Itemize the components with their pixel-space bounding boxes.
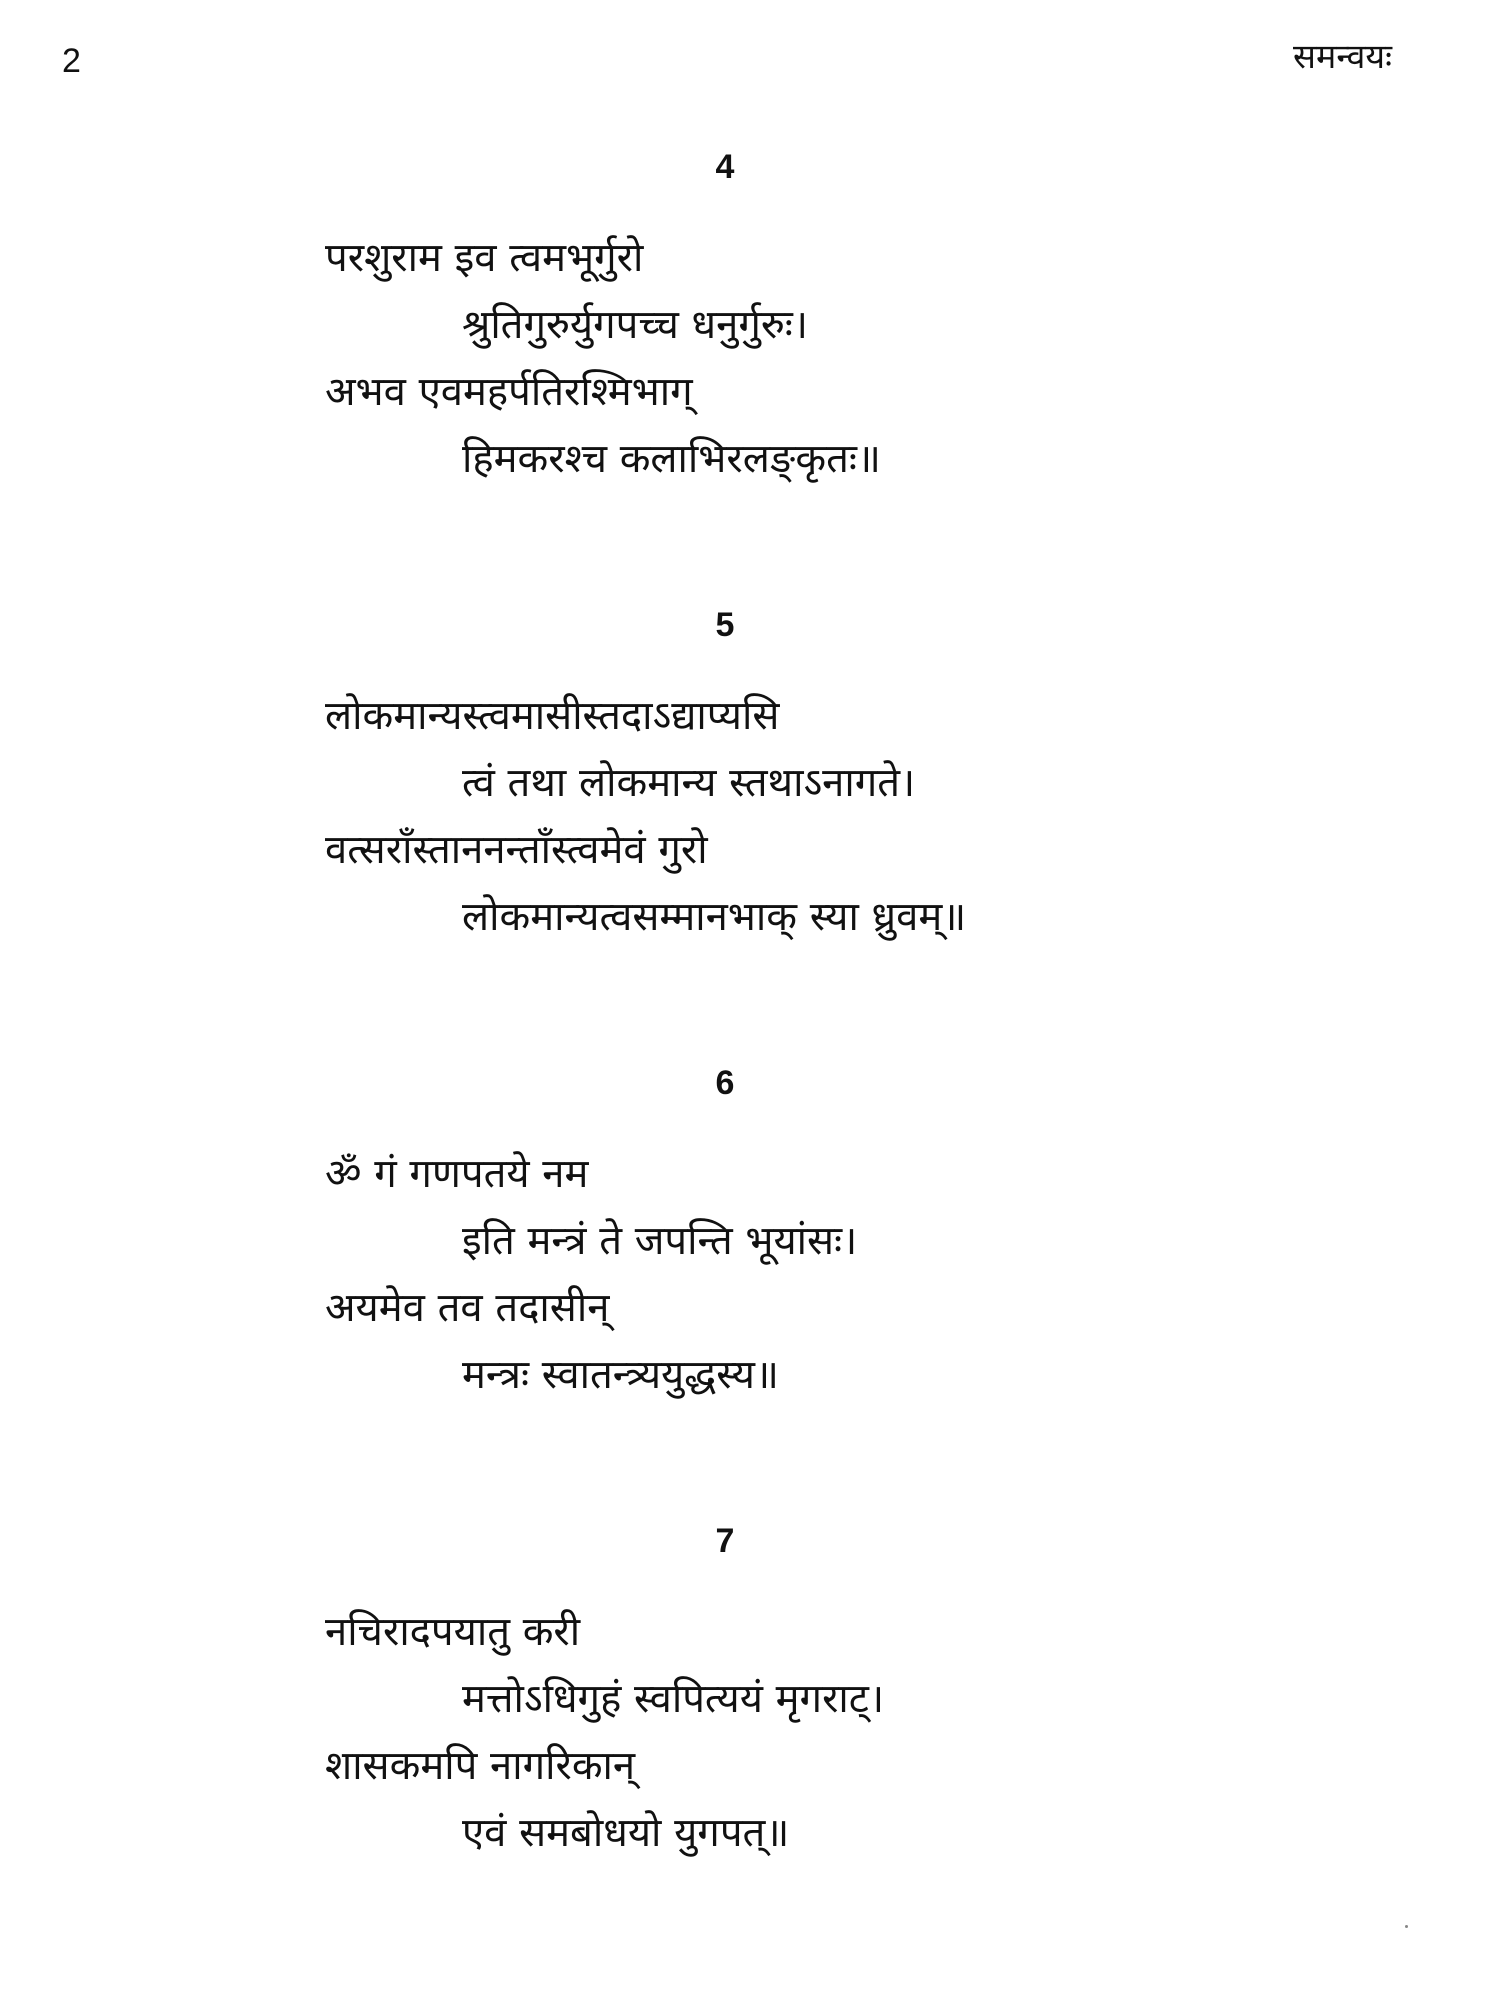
verse-line: अयमेव तव तदासीन्: [325, 1285, 610, 1331]
verse-line: मन्त्रः स्वातन्त्र्ययुद्धस्य॥: [462, 1352, 779, 1398]
verse-line: लोकमान्यस्त्वमासीस्तदाऽद्याप्यसि: [325, 693, 780, 739]
verse-line: अभव एवमहर्पतिरश्मिभाग्: [325, 369, 693, 415]
verse-line: शासकमपि नागरिकान्: [325, 1743, 636, 1789]
verse-line: त्वं तथा लोकमान्य स्तथाऽनागते।: [462, 760, 916, 806]
verse-line: हिमकरश्च कलाभिरलङ्कृतः॥: [462, 436, 881, 482]
verse-line: लोकमान्यत्वसम्मानभाक् स्या ध्रुवम्॥: [462, 894, 967, 940]
verse-line: नचिरादपयातु करी: [325, 1609, 581, 1655]
verse-line: एवं समबोधयो युगपत्॥: [462, 1810, 790, 1856]
page-number: 2: [62, 42, 81, 80]
verse-line: श्रुतिगुरुर्युगपच्च धनुर्गुरुः।: [462, 302, 809, 348]
verse-number: 5: [715, 606, 735, 644]
scan-speck: [1405, 1925, 1408, 1928]
verse-number: 6: [715, 1064, 735, 1102]
verse-line: इति मन्त्रं ते जपन्ति भूयांसः।: [462, 1218, 858, 1264]
verse-line: ॐ गं गणपतये नम: [325, 1151, 589, 1197]
verse-line: वत्सराँस्ताननन्ताँस्त्वमेवं गुरो: [325, 827, 708, 873]
verse-number: 7: [715, 1522, 735, 1560]
verse-number: 4: [715, 148, 735, 186]
verse-line: मत्तोऽधिगुहं स्वपित्ययं मृगराट्।: [462, 1676, 885, 1722]
running-head: समन्वयः: [1293, 37, 1392, 77]
verse-line: परशुराम इव त्वमभूर्गुरो: [325, 235, 644, 281]
